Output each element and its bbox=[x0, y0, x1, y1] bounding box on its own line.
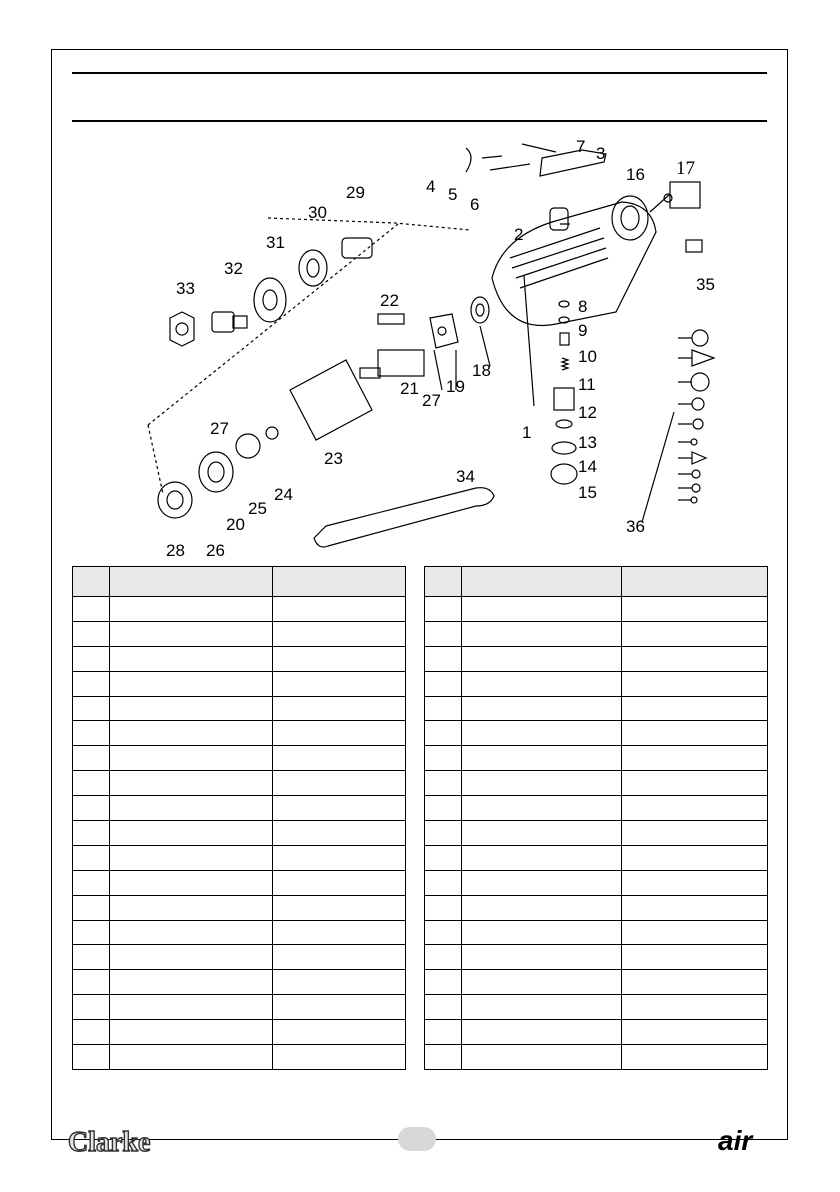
label-27b: 27 bbox=[422, 391, 441, 410]
table-cell bbox=[462, 1045, 622, 1070]
table-cell bbox=[110, 920, 273, 945]
table-cell bbox=[110, 621, 273, 646]
table-row bbox=[425, 746, 768, 771]
label-20: 20 bbox=[226, 515, 245, 534]
table-cell bbox=[462, 646, 622, 671]
label-4: 4 bbox=[426, 177, 436, 196]
parts-table-left bbox=[72, 566, 406, 1070]
table-cell bbox=[110, 696, 273, 721]
table-cell bbox=[110, 746, 273, 771]
label-29: 29 bbox=[346, 183, 365, 202]
table-cell bbox=[462, 621, 622, 646]
table-cell bbox=[73, 845, 110, 870]
table-cell bbox=[73, 771, 110, 796]
label-24: 24 bbox=[274, 485, 293, 504]
table-cell bbox=[462, 796, 622, 821]
table-cell bbox=[622, 920, 768, 945]
part-32-collet bbox=[212, 312, 247, 332]
table-cell bbox=[273, 1020, 406, 1045]
label-6: 6 bbox=[470, 195, 480, 214]
part-25-washer bbox=[236, 434, 260, 458]
table-cell bbox=[273, 895, 406, 920]
part-31-ring bbox=[254, 278, 286, 322]
table-row bbox=[73, 870, 406, 895]
table-row bbox=[73, 696, 406, 721]
table-row bbox=[425, 995, 768, 1020]
table-cell bbox=[462, 696, 622, 721]
page-number-pill bbox=[398, 1127, 436, 1151]
table-cell bbox=[622, 945, 768, 970]
part-36-bits bbox=[642, 330, 714, 522]
label-33: 33 bbox=[176, 279, 195, 298]
table-cell bbox=[273, 870, 406, 895]
svg-text:Clarke: Clarke bbox=[68, 1127, 151, 1157]
table-cell bbox=[273, 771, 406, 796]
table-cell bbox=[73, 821, 110, 846]
table-cell bbox=[273, 646, 406, 671]
table-cell bbox=[462, 995, 622, 1020]
table-cell bbox=[110, 895, 273, 920]
table-cell bbox=[73, 671, 110, 696]
label-13: 13 bbox=[578, 433, 597, 452]
table-cell bbox=[73, 597, 110, 622]
part-34-wrench bbox=[314, 488, 494, 547]
table-cell bbox=[622, 746, 768, 771]
table-row bbox=[425, 870, 768, 895]
label-11: 11 bbox=[578, 375, 596, 394]
table-cell bbox=[425, 771, 462, 796]
table-cell bbox=[462, 746, 622, 771]
table-cell bbox=[73, 995, 110, 1020]
table-cell bbox=[110, 597, 273, 622]
label-22: 22 bbox=[380, 291, 399, 310]
table-cell bbox=[425, 870, 462, 895]
table-row bbox=[73, 1045, 406, 1070]
table-cell bbox=[110, 945, 273, 970]
table-cell bbox=[622, 696, 768, 721]
table-row bbox=[73, 920, 406, 945]
top-rule bbox=[72, 72, 767, 74]
table-cell bbox=[622, 1045, 768, 1070]
table-cell bbox=[273, 696, 406, 721]
part-28-bearing bbox=[158, 482, 192, 518]
table-cell bbox=[425, 821, 462, 846]
table-row bbox=[73, 945, 406, 970]
table-row bbox=[73, 821, 406, 846]
table-cell bbox=[425, 1045, 462, 1070]
table-cell bbox=[622, 970, 768, 995]
table-cell bbox=[462, 845, 622, 870]
table-cell bbox=[462, 970, 622, 995]
table-cell bbox=[462, 870, 622, 895]
label-35: 35 bbox=[696, 275, 715, 294]
table-cell bbox=[73, 796, 110, 821]
part-7 bbox=[522, 144, 556, 152]
table-cell bbox=[425, 1020, 462, 1045]
table-row bbox=[73, 895, 406, 920]
table-cell bbox=[110, 1020, 273, 1045]
table-cell bbox=[273, 597, 406, 622]
table-cell bbox=[73, 895, 110, 920]
table-cell bbox=[273, 945, 406, 970]
table-cell bbox=[425, 920, 462, 945]
table-cell bbox=[462, 1020, 622, 1045]
label-5: 5 bbox=[448, 185, 458, 204]
table-cell bbox=[425, 696, 462, 721]
table-cell bbox=[110, 1045, 273, 1070]
title-rule bbox=[72, 120, 767, 122]
table-cell bbox=[622, 721, 768, 746]
table-cell bbox=[622, 796, 768, 821]
part-5 bbox=[482, 156, 502, 158]
table-cell bbox=[622, 771, 768, 796]
table-cell bbox=[273, 821, 406, 846]
table-cell bbox=[425, 995, 462, 1020]
label-18: 18 bbox=[472, 361, 491, 380]
table-cell bbox=[462, 920, 622, 945]
table-row bbox=[425, 771, 768, 796]
table-row bbox=[425, 646, 768, 671]
label-8: 8 bbox=[578, 297, 588, 316]
table-cell bbox=[622, 621, 768, 646]
table-cell bbox=[462, 721, 622, 746]
table-cell bbox=[273, 995, 406, 1020]
table-cell bbox=[110, 796, 273, 821]
label-21: 21 bbox=[400, 379, 419, 398]
table-cell bbox=[110, 821, 273, 846]
svg-text:air: air bbox=[718, 1125, 753, 1156]
table-row bbox=[425, 895, 768, 920]
label-31: 31 bbox=[266, 233, 285, 252]
table-cell bbox=[462, 821, 622, 846]
table-cell bbox=[622, 845, 768, 870]
exploded-parts-diagram bbox=[130, 128, 790, 560]
part-1-body bbox=[492, 202, 656, 326]
table-cell bbox=[73, 1020, 110, 1045]
part-21-shaft bbox=[360, 350, 424, 378]
table-cell bbox=[73, 945, 110, 970]
air-logo bbox=[716, 1124, 776, 1156]
part-19-gear bbox=[430, 314, 458, 348]
label-27a: 27 bbox=[210, 419, 229, 438]
label-32: 32 bbox=[224, 259, 243, 278]
table-cell bbox=[425, 671, 462, 696]
valve-stack bbox=[551, 301, 577, 484]
table-row bbox=[73, 746, 406, 771]
table-row bbox=[425, 920, 768, 945]
table-cell bbox=[622, 1020, 768, 1045]
label-9: 9 bbox=[578, 321, 588, 340]
label-28: 28 bbox=[166, 541, 185, 560]
label-15: 15 bbox=[578, 483, 597, 502]
label-17: 17 bbox=[676, 158, 695, 179]
table-cell bbox=[462, 945, 622, 970]
table-cell bbox=[110, 870, 273, 895]
table-cell bbox=[622, 870, 768, 895]
axis-line-upper bbox=[268, 218, 470, 230]
label-16: 16 bbox=[626, 165, 645, 184]
table-row bbox=[73, 995, 406, 1020]
table-row bbox=[425, 597, 768, 622]
label-10: 10 bbox=[578, 347, 597, 366]
part-4 bbox=[466, 148, 471, 172]
table-cell bbox=[425, 945, 462, 970]
table-cell bbox=[110, 771, 273, 796]
table-cell bbox=[273, 721, 406, 746]
table-cell bbox=[622, 671, 768, 696]
table-cell bbox=[273, 845, 406, 870]
table-cell bbox=[110, 646, 273, 671]
table-cell bbox=[425, 970, 462, 995]
table-cell bbox=[73, 970, 110, 995]
table-cell bbox=[425, 646, 462, 671]
label-3: 3 bbox=[596, 144, 606, 163]
label-14: 14 bbox=[578, 457, 597, 476]
table-row bbox=[73, 771, 406, 796]
table-cell bbox=[73, 920, 110, 945]
table-row bbox=[425, 1020, 768, 1045]
label-1: 1 bbox=[522, 423, 532, 442]
table-cell bbox=[273, 796, 406, 821]
table-cell bbox=[273, 671, 406, 696]
table-cell bbox=[73, 1045, 110, 1070]
table-cell bbox=[622, 821, 768, 846]
table-row bbox=[73, 721, 406, 746]
table-cell bbox=[425, 845, 462, 870]
part-33-nut bbox=[170, 312, 194, 346]
table-cell bbox=[462, 597, 622, 622]
table-cell bbox=[110, 845, 273, 870]
table-row bbox=[73, 970, 406, 995]
label-25: 25 bbox=[248, 499, 267, 518]
table-cell bbox=[425, 621, 462, 646]
label-23: 23 bbox=[324, 449, 343, 468]
table-cell bbox=[73, 646, 110, 671]
table-row bbox=[73, 796, 406, 821]
table-cell bbox=[273, 746, 406, 771]
table-cell bbox=[462, 895, 622, 920]
table-cell bbox=[622, 597, 768, 622]
table-row bbox=[425, 621, 768, 646]
part-2 bbox=[550, 208, 568, 230]
table-cell bbox=[273, 621, 406, 646]
table-cell bbox=[425, 721, 462, 746]
table-row bbox=[425, 970, 768, 995]
clarke-logo bbox=[66, 1125, 166, 1157]
label-26: 26 bbox=[206, 541, 225, 560]
table-row bbox=[73, 646, 406, 671]
table-row bbox=[425, 671, 768, 696]
table-row bbox=[425, 796, 768, 821]
table-cell bbox=[462, 771, 622, 796]
table-row bbox=[425, 721, 768, 746]
table-row bbox=[73, 845, 406, 870]
table-row bbox=[425, 845, 768, 870]
table-cell bbox=[273, 970, 406, 995]
table-cell bbox=[73, 746, 110, 771]
table-cell bbox=[73, 621, 110, 646]
part-30-nut bbox=[299, 250, 327, 286]
table-cell bbox=[622, 995, 768, 1020]
label-19: 19 bbox=[446, 377, 465, 396]
table-row bbox=[425, 945, 768, 970]
label-34: 34 bbox=[456, 467, 475, 486]
table-cell bbox=[110, 995, 273, 1020]
label-30: 30 bbox=[308, 203, 327, 222]
label-7: 7 bbox=[576, 137, 586, 156]
part-24 bbox=[266, 427, 278, 439]
part-35 bbox=[686, 240, 702, 252]
table-row bbox=[73, 671, 406, 696]
table-row bbox=[73, 621, 406, 646]
table-cell bbox=[273, 920, 406, 945]
table-row bbox=[73, 1020, 406, 1045]
table-cell bbox=[110, 721, 273, 746]
part-29-spindle bbox=[342, 238, 372, 258]
table-cell bbox=[273, 1045, 406, 1070]
part-22-key bbox=[378, 314, 404, 324]
table-cell bbox=[110, 671, 273, 696]
table-cell bbox=[462, 671, 622, 696]
table-row bbox=[73, 597, 406, 622]
table-cell bbox=[73, 721, 110, 746]
table-cell bbox=[73, 696, 110, 721]
label-12: 12 bbox=[578, 403, 597, 422]
part-18-bearing bbox=[471, 297, 489, 323]
table-row bbox=[425, 821, 768, 846]
table-cell bbox=[622, 895, 768, 920]
table-cell bbox=[73, 870, 110, 895]
table-cell bbox=[425, 597, 462, 622]
table-cell bbox=[425, 746, 462, 771]
label-2: 2 bbox=[514, 225, 524, 244]
label-36: 36 bbox=[626, 517, 645, 536]
table-cell bbox=[622, 646, 768, 671]
parts-table-right bbox=[424, 566, 768, 1070]
part-26-nut bbox=[199, 452, 233, 492]
table-row bbox=[425, 696, 768, 721]
table-cell bbox=[425, 796, 462, 821]
table-cell bbox=[425, 895, 462, 920]
part-6 bbox=[490, 164, 530, 170]
table-row bbox=[425, 1045, 768, 1070]
table-cell bbox=[110, 970, 273, 995]
